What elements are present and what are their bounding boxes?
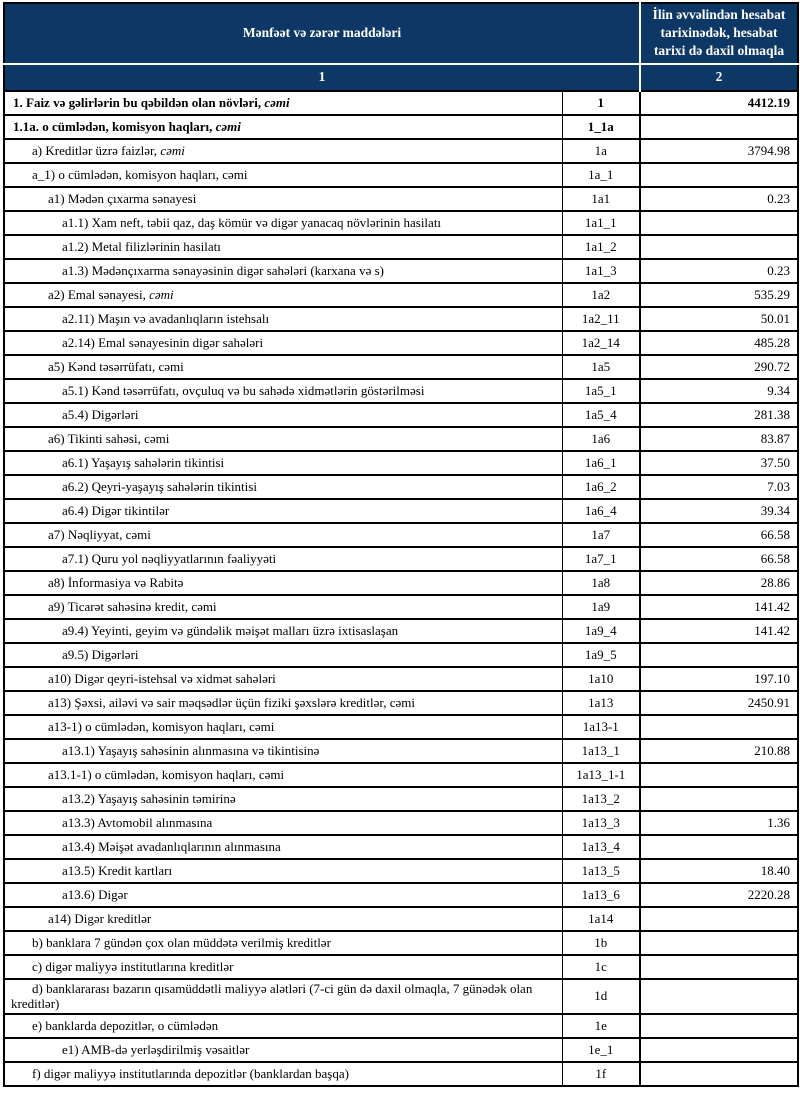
item-label: a6.2) Qeyri-yaşayış sahələrin tikintisi: [62, 478, 257, 494]
item-label-cell: [4, 1062, 562, 1086]
item-value-cell: 0.23: [640, 187, 798, 211]
item-value-cell: 3794.98: [640, 139, 798, 163]
item-label: a5.1) Kənd təsərrüfatı, ovçuluq və bu sahədə xidmətlərin göstərilməsi: [62, 382, 425, 398]
table-row: [4, 211, 798, 235]
item-label: a2.11) Maşın və avadanlıqların istehsalı: [62, 310, 270, 326]
item-value-cell: [640, 835, 798, 859]
item-label-cell: [4, 355, 562, 379]
item-label-cell: [4, 523, 562, 547]
item-code-cell: 1a7: [562, 523, 640, 547]
item-code-cell: 1a5: [562, 355, 640, 379]
item-label: b) banklara 7 gündən çox olan müddətə verilmiş kreditlər: [32, 934, 331, 950]
item-code-cell: 1a: [562, 139, 640, 163]
item-code-cell: 1f: [562, 1062, 640, 1086]
item-value-cell: 197.10: [640, 667, 798, 691]
item-label: e1) AMB-də yerləşdirilmiş vəsaitlər: [62, 1042, 250, 1058]
period-column-header: İlin əvvəlindən hesabat tarixinədək, hesabat tarixi də daxil olmaqla: [640, 3, 798, 64]
item-label: a13-1) o cümlədən, komisyon haqları, cəmi: [48, 718, 275, 734]
item-label-cell: [4, 787, 562, 811]
item-code-cell: 1a13_4: [562, 835, 640, 859]
table-row: [4, 811, 798, 835]
item-label-cell: [4, 379, 562, 403]
item-value-cell: 83.87: [640, 427, 798, 451]
item-label-cell: [4, 715, 562, 739]
item-value-cell: 50.01: [640, 307, 798, 331]
item-value-cell: [640, 1014, 798, 1038]
item-value-cell: 535.29: [640, 283, 798, 307]
header-number-row: [4, 64, 798, 91]
table-row: [4, 523, 798, 547]
item-value-cell: [640, 211, 798, 235]
item-value-cell: [640, 787, 798, 811]
table-row: [4, 451, 798, 475]
table-row: [4, 331, 798, 355]
item-value-cell: 210.88: [640, 739, 798, 763]
table-row: [4, 235, 798, 259]
item-value-cell: 4412.19: [640, 91, 798, 115]
item-code-cell: 1a1_3: [562, 259, 640, 283]
item-code-cell: 1a13_6: [562, 883, 640, 907]
item-value-cell: 1.36: [640, 811, 798, 835]
table-row: [4, 115, 798, 139]
item-label-cell: [4, 691, 562, 715]
item-code-cell: 1a5_4: [562, 403, 640, 427]
item-value-cell: [640, 643, 798, 667]
item-code-cell: 1a8: [562, 571, 640, 595]
item-code-cell: 1a_1: [562, 163, 640, 187]
item-label-cell: [4, 979, 562, 1014]
item-label-cell: [4, 91, 562, 115]
item-label: a1.2) Metal filizlərinin hasilatı: [62, 238, 221, 254]
item-value-cell: 9.34: [640, 379, 798, 403]
item-label: a6.1) Yaşayış sahələrin tikintisi: [62, 454, 225, 470]
item-code-cell: 1_1a: [562, 115, 640, 139]
table-row: [4, 691, 798, 715]
item-label-cell: [4, 475, 562, 499]
table-row: [4, 931, 798, 955]
item-label: a13.6) Digər: [62, 886, 128, 902]
table-row: [4, 1014, 798, 1038]
table-row: [4, 979, 798, 1014]
item-value-cell: 0.23: [640, 259, 798, 283]
item-label-italic-suffix: cəmi: [149, 286, 174, 302]
item-label: e) banklarda depozitlər, o cümlədən: [32, 1018, 219, 1034]
table-row: [4, 835, 798, 859]
item-value-cell: [640, 115, 798, 139]
item-code-cell: 1a1_1: [562, 211, 640, 235]
item-value-cell: [640, 763, 798, 787]
item-label: a1.1) Xam neft, təbii qaz, daş kömür və digər yanacaq növlərinin hasilatı: [62, 214, 442, 230]
item-label-cell: [4, 1014, 562, 1038]
table-row: [4, 1038, 798, 1062]
item-code-cell: 1a7_1: [562, 547, 640, 571]
table-row: [4, 547, 798, 571]
table-row: [4, 1062, 798, 1086]
item-label: a5.4) Digərləri: [62, 406, 139, 422]
item-value-cell: [640, 931, 798, 955]
item-label: a13.4) Məişət avadanlıqlarının alınmasına: [62, 838, 281, 854]
table-row: [4, 667, 798, 691]
column-number-1: 1: [4, 64, 640, 91]
item-code-cell: 1a14: [562, 907, 640, 931]
item-code-cell: 1c: [562, 955, 640, 979]
item-label: a) Kreditlər üzrə faizlər,: [32, 142, 161, 158]
item-code-cell: 1a2_11: [562, 307, 640, 331]
item-label: a5) Kənd təsərrüfatı, cəmi: [48, 358, 184, 374]
item-label: a13.5) Kredit kartları: [62, 862, 173, 878]
item-code-cell: 1a9_5: [562, 643, 640, 667]
item-label-cell: [4, 331, 562, 355]
item-label-cell: [4, 451, 562, 475]
item-label-italic-suffix: cəmi: [264, 94, 290, 110]
item-label: a6) Tikinti sahəsi, cəmi: [48, 430, 170, 446]
item-label: a1) Mədən çıxarma sənayesi: [48, 190, 197, 206]
item-label: a13.1-1) o cümlədən, komisyon haqları, cəmi: [48, 766, 285, 782]
item-label: a1.3) Mədənçıxarma sənayəsinin digər sahələri (karxana və s): [62, 262, 384, 278]
item-label-cell: [4, 235, 562, 259]
table-row: [4, 883, 798, 907]
item-label-cell: [4, 571, 562, 595]
item-code-cell: 1a2_14: [562, 331, 640, 355]
item-label-cell: [4, 955, 562, 979]
item-label-cell: [4, 115, 562, 139]
item-label: a7) Nəqliyyat, cəmi: [48, 526, 151, 542]
item-label: a8) İnformasiya və Rabitə: [48, 574, 184, 590]
header-title-row: [4, 3, 798, 64]
table-row: [4, 139, 798, 163]
item-label-cell: [4, 427, 562, 451]
table-row: [4, 427, 798, 451]
item-label: a6.4) Digər tikintilər: [62, 502, 170, 518]
item-code-cell: 1a1: [562, 187, 640, 211]
item-code-cell: 1: [562, 91, 640, 115]
item-label: a9.4) Yeyinti, geyim və gündəlik məişət malları üzrə ixtisaslaşan: [62, 622, 399, 638]
item-label-cell: [4, 883, 562, 907]
table-row: [4, 955, 798, 979]
item-label-cell: [4, 835, 562, 859]
item-code-cell: 1e: [562, 1014, 640, 1038]
item-label: f) digər maliyyə institutlarında depozitlər (banklardan başqa): [32, 1066, 349, 1082]
item-label-cell: [4, 643, 562, 667]
item-value-cell: 66.58: [640, 547, 798, 571]
table-row: [4, 187, 798, 211]
table-row: [4, 907, 798, 931]
item-label-cell: [4, 1038, 562, 1062]
table-row: [4, 859, 798, 883]
item-label: 1. Faiz və gəlirlərin bu qəbildən olan növləri,: [13, 94, 265, 110]
item-label-cell: [4, 139, 562, 163]
item-value-cell: 39.34: [640, 499, 798, 523]
table-row: [4, 163, 798, 187]
table-row: [4, 787, 798, 811]
item-code-cell: 1a13-1: [562, 715, 640, 739]
item-label-cell: [4, 931, 562, 955]
item-label-cell: [4, 739, 562, 763]
item-value-cell: 290.72: [640, 355, 798, 379]
item-code-cell: 1d: [562, 979, 640, 1014]
item-value-cell: [640, 163, 798, 187]
item-value-cell: 485.28: [640, 331, 798, 355]
item-value-cell: [640, 715, 798, 739]
table-row: [4, 643, 798, 667]
item-code-cell: 1a13_5: [562, 859, 640, 883]
item-label-cell: [4, 403, 562, 427]
table-row: [4, 403, 798, 427]
item-value-cell: 141.42: [640, 595, 798, 619]
table-row: [4, 355, 798, 379]
table-row: [4, 595, 798, 619]
item-value-cell: [640, 1062, 798, 1086]
table-row: [4, 307, 798, 331]
item-code-cell: 1a9_4: [562, 619, 640, 643]
item-value-cell: 281.38: [640, 403, 798, 427]
item-value-cell: 2220.28: [640, 883, 798, 907]
item-label-cell: [4, 667, 562, 691]
item-code-cell: 1b: [562, 931, 640, 955]
item-label-cell: [4, 907, 562, 931]
table-row: [4, 283, 798, 307]
item-value-cell: 7.03: [640, 475, 798, 499]
item-label: c) digər maliyyə institutlarına kreditlər: [32, 958, 234, 974]
item-label-cell: [4, 763, 562, 787]
item-value-cell: [640, 979, 798, 1014]
table-body: [4, 91, 798, 1086]
item-label-cell: [4, 619, 562, 643]
item-label: a13.3) Avtomobil alınmasına: [62, 814, 213, 830]
item-code-cell: 1a5_1: [562, 379, 640, 403]
item-code-cell: 1a13_3: [562, 811, 640, 835]
item-value-cell: 66.58: [640, 523, 798, 547]
item-code-cell: 1a9: [562, 595, 640, 619]
item-label-italic-suffix: cəmi: [215, 118, 241, 134]
item-code-cell: 1a6_1: [562, 451, 640, 475]
item-label: a14) Digər kreditlər: [48, 910, 152, 926]
item-label-cell: [4, 811, 562, 835]
item-value-cell: 2450.91: [640, 691, 798, 715]
table-row: [4, 571, 798, 595]
item-value-cell: 18.40: [640, 859, 798, 883]
item-label-cell: [4, 499, 562, 523]
item-value-cell: [640, 235, 798, 259]
item-code-cell: 1a13_1: [562, 739, 640, 763]
item-code-cell: 1a10: [562, 667, 640, 691]
item-label: a9.5) Digərləri: [62, 646, 139, 662]
item-label: a13) Şəxsi, ailəvi və sair məqsədlər üçün fiziki şəxslərə kreditlər, cəmi: [48, 694, 415, 710]
table-row: [4, 91, 798, 115]
item-value-cell: [640, 955, 798, 979]
item-code-cell: 1e_1: [562, 1038, 640, 1062]
item-value-cell: 37.50: [640, 451, 798, 475]
item-label-cell: [4, 283, 562, 307]
table-row: [4, 499, 798, 523]
item-label-cell: [4, 307, 562, 331]
item-code-cell: 1a6: [562, 427, 640, 451]
profit-loss-table: [3, 2, 799, 1087]
item-code-cell: 1a13_2: [562, 787, 640, 811]
item-label: a_1) o cümlədən, komisyon haqları, cəmi: [32, 166, 248, 182]
table-header: [4, 3, 798, 91]
items-column-header: Mənfəət və zərər maddələri: [4, 3, 640, 64]
item-label: a2.14) Emal sənayesinin digər sahələri: [62, 334, 264, 350]
item-label: 1.1a. o cümlədən, komisyon haqları,: [13, 118, 216, 134]
item-code-cell: 1a6_2: [562, 475, 640, 499]
table-row: [4, 715, 798, 739]
item-label: a13.1) Yaşayış sahəsinin alınmasına və tikintisinə: [62, 742, 320, 758]
item-label: a13.2) Yaşayış sahəsinin təmirinə: [62, 790, 236, 806]
column-number-2: 2: [640, 64, 798, 91]
item-code-cell: 1a2: [562, 283, 640, 307]
item-label: a9) Ticarət sahəsinə kredit, cəmi: [48, 598, 217, 614]
item-code-cell: 1a13: [562, 691, 640, 715]
table-row: [4, 475, 798, 499]
item-value-cell: 141.42: [640, 619, 798, 643]
item-label: a2) Emal sənayesi,: [48, 286, 150, 302]
item-code-cell: 1a6_4: [562, 499, 640, 523]
item-value-cell: [640, 907, 798, 931]
table-row: [4, 259, 798, 283]
table-row: [4, 763, 798, 787]
item-label: d) banklararası bazarın qısamüddətli maliyyə alətləri (7-ci gün də daxil olmaqla, 7 günədək olan kreditlər): [11, 980, 533, 1012]
item-label-cell: [4, 163, 562, 187]
table-row: [4, 739, 798, 763]
item-label: a10) Digər qeyri-istehsal və xidmət sahələri: [48, 670, 276, 686]
item-value-cell: [640, 1038, 798, 1062]
item-value-cell: 28.86: [640, 571, 798, 595]
item-label-cell: [4, 259, 562, 283]
item-code-cell: 1a13_1-1: [562, 763, 640, 787]
item-label-cell: [4, 595, 562, 619]
item-label-cell: [4, 211, 562, 235]
item-label: a7.1) Quru yol nəqliyyatlarının fəaliyyəti: [62, 550, 277, 566]
item-label-italic-suffix: cəmi: [160, 142, 185, 158]
table-row: [4, 619, 798, 643]
item-code-cell: 1a1_2: [562, 235, 640, 259]
item-label-cell: [4, 547, 562, 571]
item-label-cell: [4, 187, 562, 211]
table-row: [4, 379, 798, 403]
item-label-cell: [4, 859, 562, 883]
